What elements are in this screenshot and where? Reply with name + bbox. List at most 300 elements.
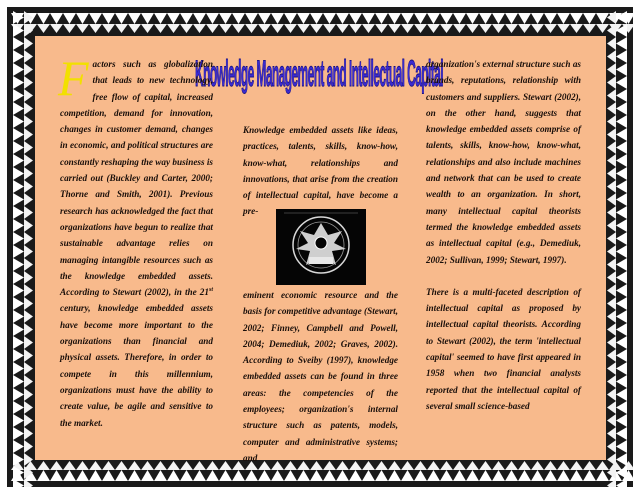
border-triangle xyxy=(50,470,63,481)
border-triangle xyxy=(616,388,627,401)
border-triangle xyxy=(63,24,76,33)
border-triangle xyxy=(115,13,128,24)
border-triangle xyxy=(616,206,627,219)
border-triangle xyxy=(76,13,89,24)
border-triangle xyxy=(616,128,627,141)
border-triangle xyxy=(518,24,531,33)
border-triangle xyxy=(492,13,505,24)
border-triangle xyxy=(607,362,616,375)
border-triangle xyxy=(323,13,336,24)
border-triangle xyxy=(607,141,616,154)
border-triangle xyxy=(607,11,616,24)
border-triangle xyxy=(492,461,505,470)
border-triangle xyxy=(63,13,76,24)
border-triangle xyxy=(607,427,616,440)
border-triangle xyxy=(13,336,24,349)
border-triangle xyxy=(24,115,33,128)
border-triangle xyxy=(24,180,33,193)
border-triangle xyxy=(505,24,518,33)
border-triangle xyxy=(102,13,115,24)
border-triangle xyxy=(616,102,627,115)
border-triangle xyxy=(607,401,616,414)
border-triangle xyxy=(596,13,609,24)
border-triangle xyxy=(13,115,24,128)
border-triangle xyxy=(375,24,388,33)
border-triangle xyxy=(63,461,76,470)
column-2-top xyxy=(243,122,398,220)
column-2-bottom xyxy=(243,287,398,466)
border-triangle xyxy=(180,461,193,470)
border-triangle xyxy=(607,349,616,362)
border-triangle xyxy=(24,232,33,245)
border-triangle xyxy=(13,154,24,167)
border-triangle xyxy=(616,154,627,167)
border-triangle xyxy=(13,284,24,297)
border-triangle xyxy=(440,24,453,33)
border-triangle xyxy=(583,461,596,470)
border-triangle xyxy=(297,24,310,33)
border-triangle xyxy=(616,401,627,414)
border-triangle xyxy=(607,258,616,271)
border-triangle xyxy=(167,470,180,481)
border-triangle xyxy=(427,13,440,24)
border-triangle xyxy=(544,13,557,24)
border-triangle xyxy=(13,401,24,414)
border-triangle xyxy=(24,427,33,440)
border-triangle xyxy=(616,167,627,180)
border-triangle xyxy=(349,13,362,24)
border-triangle xyxy=(13,245,24,258)
border-triangle xyxy=(219,470,232,481)
border-triangle xyxy=(616,310,627,323)
border-triangle xyxy=(115,461,128,470)
border-triangle xyxy=(102,461,115,470)
border-triangle xyxy=(154,461,167,470)
border-triangle xyxy=(427,461,440,470)
border-triangle xyxy=(388,470,401,481)
border-triangle xyxy=(349,470,362,481)
border-triangle xyxy=(245,24,258,33)
border-triangle xyxy=(607,76,616,89)
border-triangle xyxy=(24,102,33,115)
border-triangle xyxy=(557,13,570,24)
border-triangle xyxy=(531,13,544,24)
border-triangle xyxy=(310,13,323,24)
border-triangle xyxy=(63,470,76,481)
border-triangle xyxy=(89,470,102,481)
border-triangle xyxy=(616,349,627,362)
border-triangle xyxy=(89,24,102,33)
border-triangle xyxy=(180,13,193,24)
border-triangle xyxy=(453,13,466,24)
border-triangle xyxy=(596,470,609,481)
border-triangle xyxy=(607,89,616,102)
column-3-paragraph-2: There is a multi-faceted description of intellectual capital as proposed by intellectual capital theorists. According to Stewart (2002), the term 'intellectual capital' seemed to have first appeared in 1958 when two financial analysts reported that the intellectual capital of several small science-based xyxy=(426,286,581,411)
border-triangle xyxy=(102,470,115,481)
border-triangle xyxy=(219,13,232,24)
border-triangle xyxy=(616,37,627,50)
border-triangle xyxy=(141,13,154,24)
border-triangle xyxy=(206,13,219,24)
border-triangle xyxy=(13,219,24,232)
border-triangle xyxy=(154,13,167,24)
border-triangle xyxy=(607,375,616,388)
border-triangle xyxy=(24,349,33,362)
border-triangle xyxy=(388,13,401,24)
border-triangle xyxy=(401,24,414,33)
border-triangle xyxy=(583,470,596,481)
border-triangle xyxy=(180,24,193,33)
border-triangle xyxy=(607,63,616,76)
border-triangle xyxy=(375,13,388,24)
border-triangle xyxy=(544,24,557,33)
border-triangle xyxy=(24,154,33,167)
border-triangle xyxy=(193,24,206,33)
border-triangle xyxy=(284,470,297,481)
page-title xyxy=(195,52,443,101)
column-1 xyxy=(58,50,213,431)
border-triangle xyxy=(245,470,258,481)
border-triangle xyxy=(13,349,24,362)
border-triangle xyxy=(13,440,24,453)
border-triangle xyxy=(531,24,544,33)
border-triangle xyxy=(607,206,616,219)
border-triangle xyxy=(141,24,154,33)
border-triangle xyxy=(24,76,33,89)
border-triangle xyxy=(349,24,362,33)
border-triangle xyxy=(492,470,505,481)
border-triangle xyxy=(583,13,596,24)
border-triangle xyxy=(297,13,310,24)
border-triangle xyxy=(401,470,414,481)
border-triangle xyxy=(24,50,33,63)
border-triangle xyxy=(13,258,24,271)
border-triangle xyxy=(13,427,24,440)
border-triangle xyxy=(544,461,557,470)
border-triangle xyxy=(505,470,518,481)
border-triangle xyxy=(607,219,616,232)
border-triangle xyxy=(616,115,627,128)
border-triangle xyxy=(607,128,616,141)
border-triangle xyxy=(13,297,24,310)
border-triangle xyxy=(557,24,570,33)
border-triangle xyxy=(479,461,492,470)
border-triangle xyxy=(570,24,583,33)
border-triangle xyxy=(607,414,616,427)
border-triangle xyxy=(180,470,193,481)
border-triangle xyxy=(24,375,33,388)
border-triangle xyxy=(167,461,180,470)
border-triangle xyxy=(616,232,627,245)
border-triangle xyxy=(24,128,33,141)
border-triangle xyxy=(128,24,141,33)
border-triangle xyxy=(193,470,206,481)
border-triangle xyxy=(616,284,627,297)
border-triangle xyxy=(24,89,33,102)
border-triangle xyxy=(607,115,616,128)
border-triangle xyxy=(89,461,102,470)
border-triangle xyxy=(570,470,583,481)
border-triangle xyxy=(607,50,616,63)
border-triangle xyxy=(76,470,89,481)
border-triangle xyxy=(24,388,33,401)
border-triangle xyxy=(13,50,24,63)
border-triangle xyxy=(583,24,596,33)
border-triangle xyxy=(50,461,63,470)
border-triangle xyxy=(607,245,616,258)
border-triangle xyxy=(13,206,24,219)
border-triangle xyxy=(13,193,24,206)
border-triangle xyxy=(24,271,33,284)
border-triangle xyxy=(570,461,583,470)
border-triangle xyxy=(375,470,388,481)
border-triangle xyxy=(13,141,24,154)
border-triangle xyxy=(232,13,245,24)
border-triangle xyxy=(607,388,616,401)
border-triangle xyxy=(616,11,627,24)
border-triangle xyxy=(258,470,271,481)
border-triangle xyxy=(24,141,33,154)
border-triangle xyxy=(37,24,50,33)
border-triangle xyxy=(596,24,609,33)
border-triangle xyxy=(466,13,479,24)
border-triangle xyxy=(453,461,466,470)
border-triangle xyxy=(193,461,206,470)
border-triangle xyxy=(24,284,33,297)
border-triangle xyxy=(284,24,297,33)
border-triangle xyxy=(13,128,24,141)
border-triangle xyxy=(13,37,24,50)
border-triangle xyxy=(616,50,627,63)
border-triangle xyxy=(128,13,141,24)
border-triangle xyxy=(616,414,627,427)
border-triangle xyxy=(362,470,375,481)
border-triangle xyxy=(440,13,453,24)
border-triangle xyxy=(13,414,24,427)
border-triangle xyxy=(13,102,24,115)
border-triangle xyxy=(414,470,427,481)
ordinal-suffix: st xyxy=(208,287,213,294)
border-triangle xyxy=(616,362,627,375)
border-triangle xyxy=(37,13,50,24)
border-triangle xyxy=(616,245,627,258)
border-triangle xyxy=(479,24,492,33)
border-triangle xyxy=(453,24,466,33)
border-triangle xyxy=(76,461,89,470)
border-triangle xyxy=(206,461,219,470)
border-triangle xyxy=(570,13,583,24)
border-triangle xyxy=(13,63,24,76)
border-triangle xyxy=(271,470,284,481)
border-triangle xyxy=(616,219,627,232)
border-triangle xyxy=(24,206,33,219)
border-triangle xyxy=(616,336,627,349)
border-triangle xyxy=(141,461,154,470)
border-triangle xyxy=(388,24,401,33)
border-triangle xyxy=(607,232,616,245)
border-triangle xyxy=(518,461,531,470)
border-triangle xyxy=(607,102,616,115)
border-triangle xyxy=(607,271,616,284)
border-triangle xyxy=(24,401,33,414)
border-triangle xyxy=(24,193,33,206)
column-2-bottom-text: eminent economic resource and the basis for competitive advantage (Stewart, 2002; Finney, Campbell and Powell, 2004; Demediuk, 2002; Graves, 2002). According to Sveiby (1997), knowledge embedded assets can be found in three areas: the competencies of the employees; organization's internal structure such as patents, models, computer and administrative systems; and xyxy=(243,290,398,463)
border-triangle xyxy=(607,37,616,50)
border-triangle xyxy=(427,24,440,33)
border-triangle xyxy=(531,470,544,481)
svg-text:Knowledge Management and Intel: Knowledge Management and Intellectual Capital xyxy=(195,52,443,95)
border-triangle xyxy=(154,24,167,33)
border-triangle xyxy=(323,24,336,33)
border-triangle xyxy=(479,470,492,481)
border-triangle xyxy=(193,13,206,24)
border-triangle xyxy=(557,461,570,470)
border-triangle xyxy=(24,167,33,180)
border-triangle xyxy=(258,13,271,24)
border-triangle xyxy=(616,89,627,102)
border-triangle xyxy=(24,362,33,375)
border-triangle xyxy=(297,470,310,481)
border-triangle xyxy=(115,24,128,33)
border-triangle xyxy=(518,470,531,481)
border-triangle xyxy=(616,375,627,388)
drop-cap: F xyxy=(58,50,89,106)
border-triangle xyxy=(167,24,180,33)
border-triangle xyxy=(492,24,505,33)
border-triangle xyxy=(24,219,33,232)
column-2-top-text: Knowledge embedded assets like ideas, practices, talents, skills, know-how, know-what, relationships and innovations, that arise from the creation of intellectual capital, have become a pre- xyxy=(243,125,398,217)
border-triangle xyxy=(336,24,349,33)
border-triangle xyxy=(13,388,24,401)
border-triangle xyxy=(616,271,627,284)
border-triangle xyxy=(616,427,627,440)
border-triangle xyxy=(13,180,24,193)
border-triangle xyxy=(544,470,557,481)
border-triangle xyxy=(219,461,232,470)
border-triangle xyxy=(607,336,616,349)
border-triangle xyxy=(616,141,627,154)
border-triangle xyxy=(607,453,616,466)
border-triangle xyxy=(505,13,518,24)
border-triangle xyxy=(76,24,89,33)
border-triangle xyxy=(13,310,24,323)
border-triangle xyxy=(466,24,479,33)
border-triangle xyxy=(336,13,349,24)
border-triangle xyxy=(141,470,154,481)
border-triangle xyxy=(258,24,271,33)
border-triangle xyxy=(616,63,627,76)
border-triangle xyxy=(401,13,414,24)
border-triangle xyxy=(607,323,616,336)
border-triangle xyxy=(466,461,479,470)
border-triangle xyxy=(414,13,427,24)
border-triangle xyxy=(128,470,141,481)
border-triangle xyxy=(616,76,627,89)
border-triangle xyxy=(607,310,616,323)
border-triangle xyxy=(616,180,627,193)
column-3 xyxy=(426,56,581,414)
border-triangle xyxy=(596,461,609,470)
border-triangle xyxy=(232,470,245,481)
border-triangle xyxy=(466,470,479,481)
border-triangle xyxy=(362,13,375,24)
column-1-rest: century, knowledge embedded assets have become more important to the organizations than financial and physical assets. Therefore, in order to compete in this millennium, organizations must have the ability to create value, be agile and sensitive to the market. xyxy=(60,303,213,428)
border-triangle xyxy=(557,470,570,481)
border-triangle xyxy=(24,63,33,76)
border-triangle xyxy=(50,24,63,33)
border-triangle xyxy=(440,470,453,481)
border-triangle xyxy=(24,414,33,427)
border-triangle xyxy=(13,167,24,180)
column-1-intro: actors such as globalization that leads to new technology, free flow of capital, increased competition, demand for innovation, changes in customer demand, changes in economic, and political structures are constantly reshaping the way business is carried out (Buckley and Carter, 2000; Thorne and Smith, 2001). Previous research has acknowledged the fact that organizations have begun to realize that sustainable advantage relies on managing intangible resources such as the knowledge embedded assets. According to Stewart (2002), in the 21 xyxy=(60,59,213,298)
border-triangle xyxy=(310,24,323,33)
border-triangle xyxy=(13,375,24,388)
border-triangle xyxy=(115,470,128,481)
border-triangle xyxy=(607,193,616,206)
border-triangle xyxy=(284,13,297,24)
border-triangle xyxy=(89,13,102,24)
border-triangle xyxy=(13,323,24,336)
border-triangle xyxy=(102,24,115,33)
border-triangle xyxy=(154,470,167,481)
column-3-paragraph-1: organization's external structure such as brands, reputations, relationship with customers and suppliers. Stewart (2002), on the other hand, suggests that knowledge embedded assets comprise of talents, skills, know-how, know-what, relationships and also include machines and network that can be used to create wealth to an organization. In short, many intellectual capital theorists termed the knowledge embedded assets as intellectual capital (e.g., Demediuk, 2002; Sullivan, 1999; Stewart, 1997). xyxy=(426,59,581,265)
border-triangle xyxy=(616,323,627,336)
border-triangle xyxy=(206,470,219,481)
border-triangle xyxy=(271,24,284,33)
border-triangle xyxy=(323,470,336,481)
border-triangle xyxy=(13,362,24,375)
border-triangle xyxy=(531,461,544,470)
border-triangle xyxy=(24,37,33,50)
border-triangle xyxy=(607,440,616,453)
border-triangle xyxy=(479,13,492,24)
border-triangle xyxy=(414,461,427,470)
border-triangle xyxy=(414,24,427,33)
border-triangle xyxy=(128,461,141,470)
border-triangle xyxy=(24,310,33,323)
border-triangle xyxy=(607,297,616,310)
border-triangle xyxy=(13,76,24,89)
border-triangle xyxy=(50,13,63,24)
border-triangle xyxy=(401,461,414,470)
border-triangle xyxy=(616,193,627,206)
border-triangle xyxy=(24,440,33,453)
border-triangle xyxy=(518,13,531,24)
border-triangle xyxy=(440,461,453,470)
border-triangle xyxy=(245,13,258,24)
border-triangle xyxy=(37,461,50,470)
border-triangle xyxy=(219,24,232,33)
border-triangle xyxy=(24,258,33,271)
border-triangle xyxy=(24,336,33,349)
border-triangle xyxy=(607,154,616,167)
border-triangle xyxy=(24,297,33,310)
border-triangle xyxy=(616,258,627,271)
border-triangle xyxy=(607,180,616,193)
border-triangle xyxy=(37,470,50,481)
border-triangle xyxy=(271,13,284,24)
border-triangle xyxy=(13,271,24,284)
border-triangle xyxy=(13,89,24,102)
border-triangle xyxy=(167,13,180,24)
eagle-emblem-icon xyxy=(276,209,366,285)
border-triangle xyxy=(607,167,616,180)
border-triangle xyxy=(24,323,33,336)
border-triangle xyxy=(24,245,33,258)
border-triangle xyxy=(427,470,440,481)
border-triangle xyxy=(310,470,323,481)
border-triangle xyxy=(453,470,466,481)
